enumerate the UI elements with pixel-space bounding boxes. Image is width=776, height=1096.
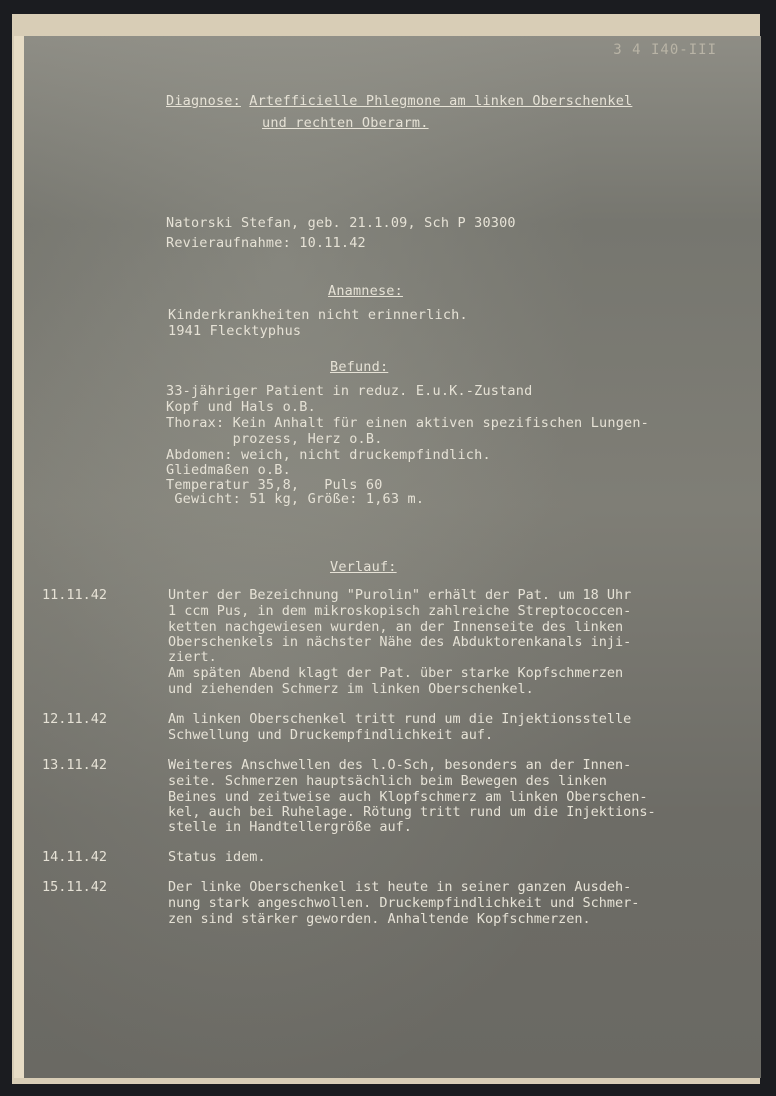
befund-line: Gewicht: 51 kg, Größe: 1,63 m. bbox=[166, 491, 425, 507]
patient-line-1: Natorski Stefan, geb. 21.1.09, Sch P 30300 bbox=[166, 215, 516, 231]
entry-line: Der linke Oberschenkel ist heute in seiner ganzen Ausdeh- bbox=[168, 879, 632, 895]
verlauf-heading: Verlauf: bbox=[330, 559, 397, 575]
entry-line: 1 ccm Pus, in dem mikroskopisch zahlreiche Streptococcen- bbox=[168, 603, 632, 619]
befund-line: 33-jähriger Patient in reduz. E.u.K.-Zustand bbox=[166, 383, 533, 399]
entry-date: 12.11.42 bbox=[42, 711, 108, 727]
entry-line: Am linken Oberschenkel tritt rund um die Injektionsstelle bbox=[168, 711, 632, 727]
diagnosis-line-2: und rechten Oberarm. bbox=[262, 115, 429, 131]
anamnese-heading: Anamnese: bbox=[328, 283, 403, 299]
entry-line: Weiteres Anschwellen des l.O-Sch, besonders an der Innen- bbox=[168, 757, 632, 773]
entry-line: ketten nachgewiesen wurden, an der Innenseite des linken bbox=[168, 619, 624, 635]
befund-heading: Befund: bbox=[330, 359, 389, 375]
entry-line: Oberschenkels in nächster Nähe des Abduktorenkanals inji- bbox=[168, 634, 632, 650]
entry-line: nung stark angeschwollen. Druckempfindlichkeit und Schmer- bbox=[168, 895, 640, 911]
entry-line: kel, auch bei Ruhelage. Rötung tritt rund um die Injektions- bbox=[168, 804, 656, 820]
document-sheet bbox=[24, 36, 761, 1078]
paper-margin-strip bbox=[14, 36, 24, 1078]
entry-line: Schwellung und Druckempfindlichkeit auf. bbox=[168, 727, 494, 743]
entry-date: 15.11.42 bbox=[42, 879, 108, 895]
befund-line: prozess, Herz o.B. bbox=[166, 431, 383, 447]
entry-line: ziert. bbox=[168, 649, 217, 665]
anamnese-line: 1941 Flecktyphus bbox=[168, 323, 302, 339]
entry-date: 11.11.42 bbox=[42, 587, 108, 603]
befund-line: Kopf und Hals o.B. bbox=[166, 399, 316, 415]
diagnosis-line-1: Artefficielle Phlegmone am linken Oberschenkel bbox=[249, 93, 633, 109]
befund-line: Thorax: Kein Anhalt für einen aktiven spezifischen Lungen- bbox=[166, 415, 650, 431]
entry-date: 14.11.42 bbox=[42, 849, 108, 865]
diagnosis-label: Diagnose: bbox=[166, 93, 241, 109]
entry-line: Am späten Abend klagt der Pat. über starke Kopfschmerzen bbox=[168, 665, 624, 681]
entry-date: 13.11.42 bbox=[42, 757, 108, 773]
entry-line: seite. Schmerzen hauptsächlich beim Bewegen des linken bbox=[168, 773, 607, 789]
diagnosis-block bbox=[166, 94, 632, 110]
entry-line: Beines und zeitweise auch Klopfschmerz am linken Oberschen- bbox=[168, 789, 648, 805]
entry-line: und ziehenden Schmerz im linken Oberschenkel. bbox=[168, 681, 534, 697]
befund-line: Gliedmaßen o.B. bbox=[166, 462, 291, 478]
entry-line: Unter der Bezeichnung "Purolin" erhält der Pat. um 18 Uhr bbox=[168, 587, 632, 603]
befund-line: Temperatur 35,8, Puls 60 bbox=[166, 477, 383, 493]
entry-line: zen sind stärker geworden. Anhaltende Kopfschmerzen. bbox=[168, 911, 591, 927]
entry-line: Status idem. bbox=[168, 849, 266, 865]
corner-note: 3 4 I40-III bbox=[613, 42, 717, 58]
patient-line-2: Revieraufnahme: 10.11.42 bbox=[166, 235, 366, 251]
anamnese-line: Kinderkrankheiten nicht erinnerlich. bbox=[168, 307, 468, 323]
entry-line: stelle in Handtellergröße auf. bbox=[168, 819, 412, 835]
befund-line: Abdomen: weich, nicht druckempfindlich. bbox=[166, 447, 491, 463]
